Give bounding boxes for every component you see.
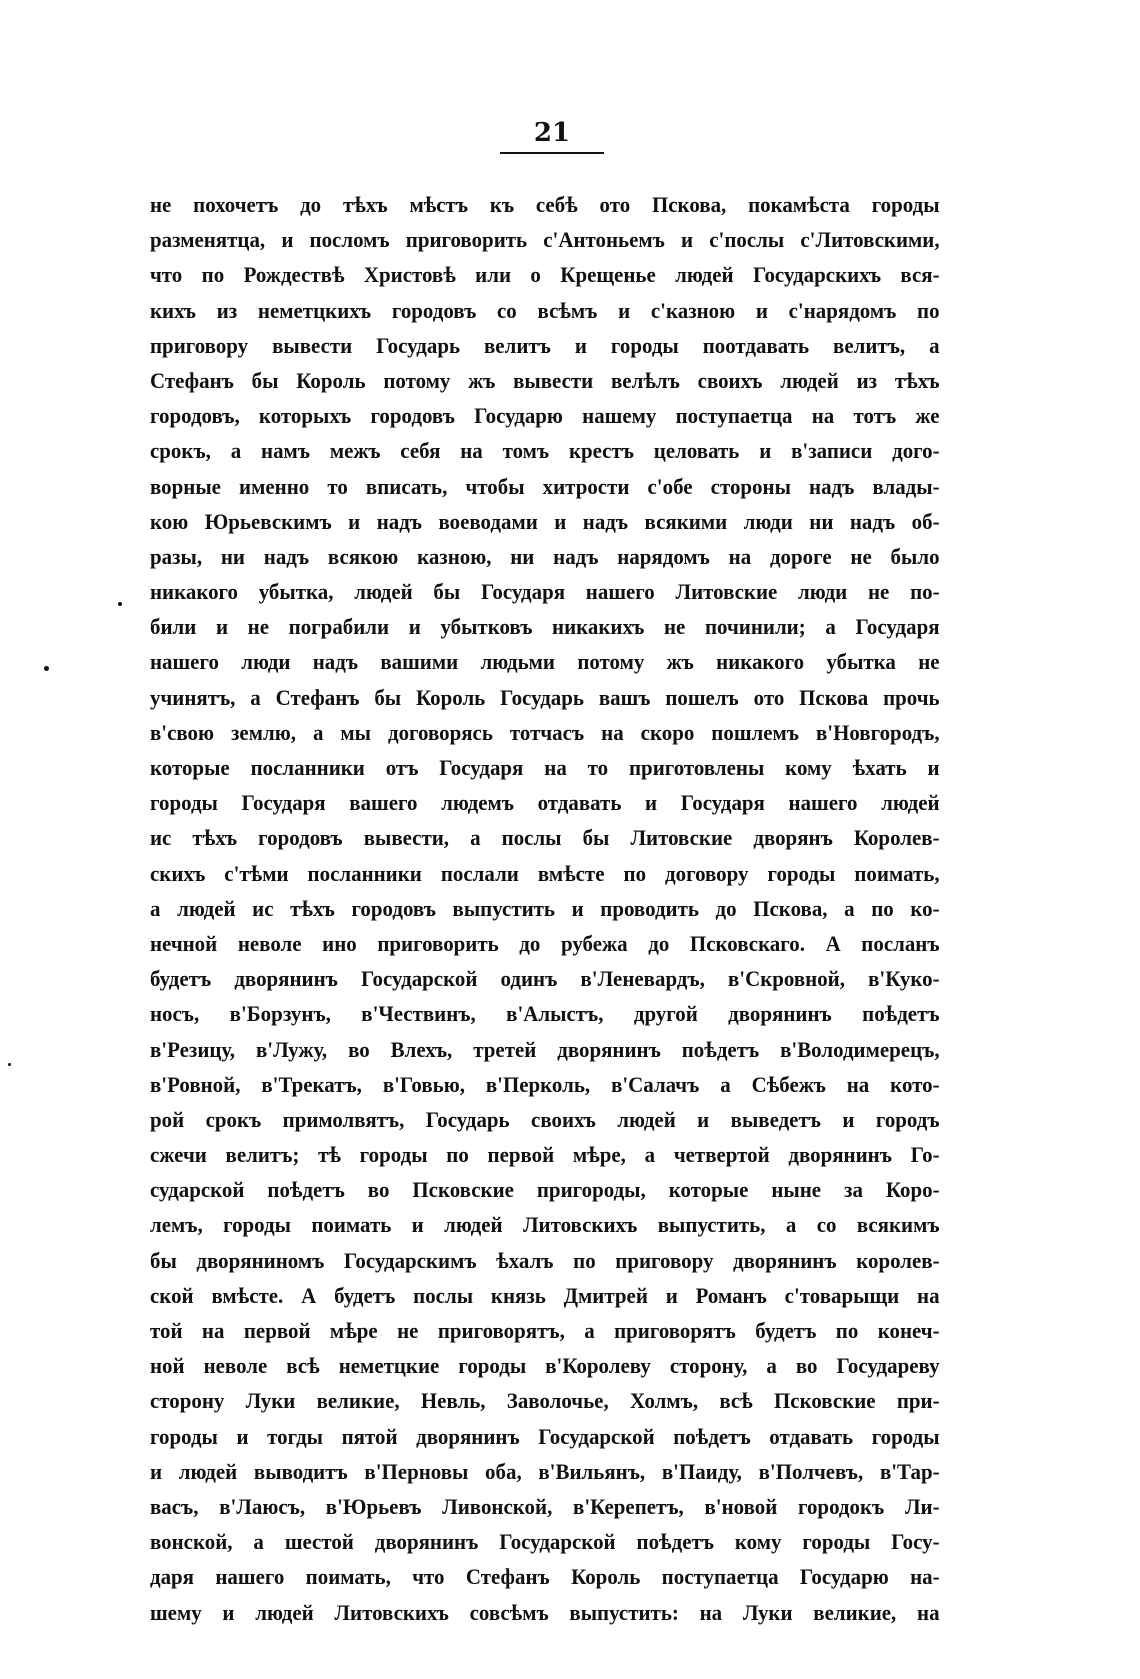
margin-speck [8, 1063, 11, 1066]
text-line: в'Резицу, в'Лужу, во Влехъ, третей дворянинъ поѣдетъ в'Володимерецъ, [150, 1036, 940, 1062]
margin-speck [118, 602, 122, 606]
text-line: городовъ, которыхъ городовъ Государю нашему поступаетца на тотъ же [150, 403, 940, 429]
text-line: которые посланники отъ Государя на то приготовлены кому ѣхать и [150, 755, 940, 780]
text-line: скихъ с'тѣми посланники послали вмѣсте по договору городы поимать, [150, 860, 940, 886]
text-line: будетъ дворянинъ Государской одинъ в'Леневардъ, в'Скровной, в'Куко- [150, 966, 940, 992]
text-line: ис тѣхъ городовъ вывести, а послы бы Литовские дворянъ Королев- [150, 825, 940, 851]
text-line: а людей ис тѣхъ городовъ выпустить и проводить до Пскова, а по ко- [150, 895, 940, 921]
text-line: шему и людей Литовскихъ совсѣмъ выпустить: на Луки великие, на [150, 1599, 940, 1625]
text-line: и людей выводитъ в'Перновы оба, в'Вильянъ, в'Паиду, в'Полчевъ, в'Тар- [150, 1458, 940, 1484]
text-line: городы Государя вашего людемъ отдавать и Государя нашего людей [150, 790, 940, 816]
text-line: васъ, в'Лаюсъ, в'Юрьевъ Ливонской, в'Керепетъ, в'новой городокъ Ли- [150, 1493, 940, 1519]
text-line: никакого убытка, людей бы Государя нашего Литовские люди не по- [150, 579, 940, 605]
text-line: той на первой мѣре не приговорятъ, а приговорятъ будетъ по конеч- [150, 1318, 940, 1343]
text-line: носъ, в'Борзунъ, в'Чествинъ, в'Алыстъ, другой дворянинъ поѣдетъ [150, 1001, 940, 1027]
text-line: сторону Луки великие, Невль, Заволочье, Холмъ, всѣ Псковские при- [150, 1388, 940, 1414]
text-line: нечной неволе ино приговорить до рубежа до Псковскаго. А посланъ [150, 930, 940, 956]
text-line: в'Ровной, в'Трекатъ, в'Говью, в'Перколь, в'Салачъ а Сѣбежъ на кото- [150, 1071, 940, 1097]
text-line: городы и тогды пятой дворянинъ Государской поѣдетъ отдавать городы [150, 1423, 940, 1449]
text-line: срокъ, а намъ межъ себя на томъ крестъ целовать и в'записи дого- [150, 438, 940, 464]
text-line: ной неволе всѣ неметцкие городы в'Королеву сторону, а во Государеву [150, 1353, 940, 1379]
text-line: нашего люди надъ вашими людьми потому жъ никакого убытка не [150, 649, 940, 675]
text-line: ской вмѣсте. А будетъ послы князь Дмитрей и Романъ с'товарыщи на [150, 1282, 940, 1308]
text-line: рой срокъ примолвятъ, Государь своихъ людей и выведетъ и городъ [150, 1106, 940, 1132]
text-line: разменятца, и посломъ приговорить с'Антоньемъ и с'послы с'Литовскими, [150, 227, 940, 253]
text-line: приговору вывести Государь велитъ и городы поотдавать велитъ, а [150, 332, 940, 358]
text-line: вонской, а шестой дворянинъ Государской поѣдетъ кому городы Госу- [150, 1529, 940, 1555]
text-line: учинятъ, а Стефанъ бы Король Государь вашъ пошелъ ото Пскова прочь [150, 684, 940, 710]
body-text [150, 187, 940, 1630]
text-line: сударской поѣдетъ во Псковские пригороды, которые ныне за Коро- [150, 1177, 940, 1203]
text-line: что по Рождествѣ Христовѣ или о Крещенье людей Государскихъ вся- [150, 262, 940, 288]
page-number-rule [500, 152, 604, 154]
text-line: ворные именно то вписать, чтобы хитрости с'обе стороны надъ влады- [150, 473, 940, 499]
text-line: кою Юрьевскимъ и надъ воеводами и надъ всякими люди ни надъ об- [150, 508, 940, 534]
text-line: лемъ, городы поимать и людей Литовскихъ выпустить, а со всякимъ [150, 1212, 940, 1238]
text-line: в'свою землю, а мы договорясь тотчасъ на скоро пошлемъ в'Новгородъ, [150, 719, 940, 745]
text-line: Стефанъ бы Король потому жъ вывести велѣлъ своихъ людей из тѣхъ [150, 367, 940, 393]
text-line: били и не пограбили и убытковъ никакихъ не починили; а Государя [150, 614, 940, 640]
text-line: кихъ из неметцкихъ городовъ со всѣмъ и с'казною и с'нарядомъ по [150, 297, 940, 323]
margin-speck [44, 666, 49, 671]
text-line: не похочетъ до тѣхъ мѣстъ къ себѣ ото Пскова, покамѣста городы [150, 192, 940, 217]
text-line: сжечи велитъ; тѣ городы по первой мѣре, а четвертой дворянинъ Го- [150, 1142, 940, 1168]
page-number: 21 [533, 118, 571, 148]
text-line: бы дворяниномъ Государскимъ ѣхалъ по приговору дворянинъ королев- [150, 1247, 940, 1273]
text-line: разы, ни надъ всякою казною, ни надъ нарядомъ на дороге не было [150, 543, 940, 569]
text-line: даря нашего поимать, что Стефанъ Король поступаетца Государю на- [150, 1564, 940, 1590]
